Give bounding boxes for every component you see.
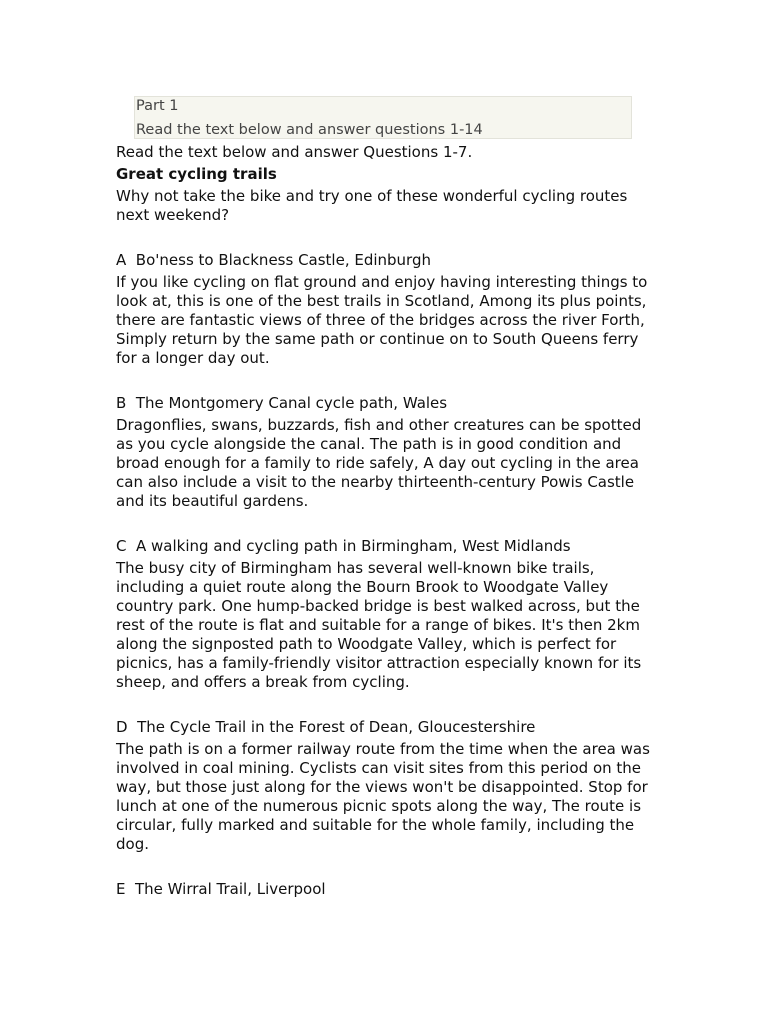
section-c-body: The busy city of Birmingham has several well-known bike trails, including a quiet route along the Bourn Brook to Woodgate Valley country park. One hump-backed bridge is best walked across, but the rest of the route is flat and suitable for a range of bikes. It's then 2km along the signposted path to Woodgate Valley, which is perfect for picnics, has a family-friendly visitor attraction especially known for its sheep, and offers a break from cycling.: [116, 559, 642, 691]
part-label: Part 1: [136, 98, 179, 114]
article: [116, 143, 656, 899]
section-e-heading: E The Wirral Trail, Liverpool: [116, 880, 326, 898]
section-d-body: The path is on a former railway route from the time when the area was involved in coal mining. Cyclists can visit sites from this period on the way, but those just along for the views won't be disappointed. Stop for lunch at one of the numerous picnic spots along the way, The route is circular, fully marked and suitable for the whole family, including the dog.: [116, 740, 650, 853]
section-a-body: If you like cycling on flat ground and enjoy having interesting things to look at, this is one of the best trails in Scotland, Among its plus points, there are fantastic views of three of the bridges across the river Forth, Simply return by the same path or continue on to South Queens ferry for a longer day out.: [116, 273, 648, 367]
article-intro: Why not take the bike and try one of these wonderful cycling routes next weekend?: [116, 187, 628, 224]
questions-instruction: Read the text below and answer Questions 1-7.: [116, 143, 473, 161]
section-b-body: Dragonflies, swans, buzzards, fish and other creatures can be spotted as you cycle alongside the canal. The path is in good condition and broad enough for a family to ride safely, A day out cycling in the area can also include a visit to the nearby thirteenth-century Powis Castle and its beautiful gardens.: [116, 416, 642, 510]
part-instruction: Read the text below and answer questions 1-14: [136, 122, 483, 138]
section-b-heading: B The Montgomery Canal cycle path, Wales: [116, 394, 448, 412]
section-c-heading: C A walking and cycling path in Birmingham, West Midlands: [116, 537, 571, 555]
section-d-heading: D The Cycle Trail in the Forest of Dean, Gloucestershire: [116, 718, 536, 736]
article-title: Great cycling trails: [116, 165, 277, 183]
section-a-heading: A Bo'ness to Blackness Castle, Edinburgh: [116, 251, 431, 269]
